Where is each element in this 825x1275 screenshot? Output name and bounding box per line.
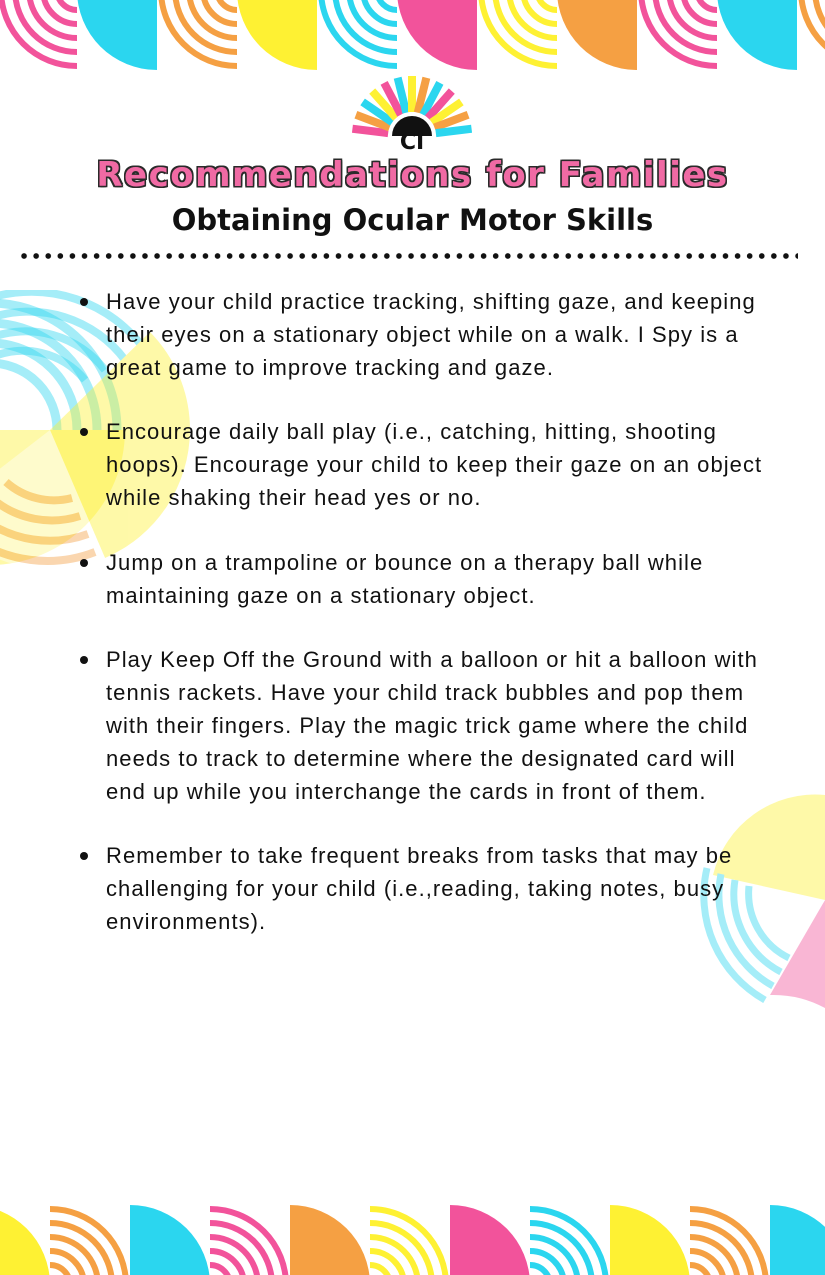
recommendation-item-2 (80, 416, 780, 514)
bullet-icon (80, 428, 88, 436)
border-arc (1, 0, 77, 66)
recommendation-item-4 (80, 644, 780, 808)
page-title: Recommendations for Families (96, 155, 729, 195)
border-arc (50, 1209, 126, 1275)
bottom-decorative-border (0, 1205, 825, 1275)
border-arc (210, 1209, 286, 1275)
recommendation-item-5 (80, 840, 780, 938)
border-arc (0, 1205, 50, 1275)
recommendation-list (80, 286, 780, 971)
border-arc (770, 1205, 825, 1275)
logo-ray (436, 129, 472, 133)
border-arc (370, 1209, 446, 1275)
border-arc (77, 0, 157, 70)
recommendation-item-3 (80, 547, 780, 613)
recommendation-item-1 (80, 286, 780, 384)
page-subtitle: Obtaining Ocular Motor Skills (171, 203, 654, 237)
recommendation-text: Jump on a trampoline or bounce on a therapy ball while maintaining gaze on a stationary object. (106, 549, 704, 608)
recommendation-text: Have your child practice tracking, shifting gaze, and keeping their eyes on a stationary object while on a walk. I Spy is a great game to improve tracking and gaze. (106, 289, 756, 380)
border-arc (450, 1205, 530, 1275)
bullet-icon (80, 559, 88, 567)
border-arc (397, 0, 477, 70)
border-arc (557, 0, 637, 70)
recommendation-text: Remember to take frequent breaks from tasks that may be challenging for your child (i.e.,reading, taking notes, busy environments). (106, 843, 733, 934)
border-arc (690, 1209, 766, 1275)
border-arc (237, 0, 317, 70)
bullet-icon (80, 656, 88, 664)
dotted-divider (18, 251, 798, 261)
border-arc (321, 0, 397, 66)
border-arc (481, 0, 557, 66)
border-arc (641, 0, 717, 66)
border-arc (290, 1205, 370, 1275)
recommendation-text: Play Keep Off the Ground with a balloon or hit a balloon with tennis rackets. Have your child track bubbles and pop them with their fingers. Play the magic trick game where the child needs to track to determine where the designated card will end up while you interchange the cards in front of them. (106, 647, 758, 804)
border-arc (130, 1205, 210, 1275)
recommendation-text: Encourage daily ball play (i.e., catching, hitting, shooting hoops). Encourage your child to keep their gaze on an object while shaking their head yes or no. (106, 419, 763, 510)
border-arc (717, 0, 797, 70)
border-arc (161, 0, 237, 66)
border-arc (801, 0, 825, 66)
border-arc (610, 1205, 690, 1275)
border-arc (530, 1209, 606, 1275)
logo-text: CI (399, 130, 425, 155)
bullet-icon (80, 852, 88, 860)
bullet-icon (80, 298, 88, 306)
logo-ray (352, 129, 388, 133)
top-decorative-border (0, 0, 825, 72)
